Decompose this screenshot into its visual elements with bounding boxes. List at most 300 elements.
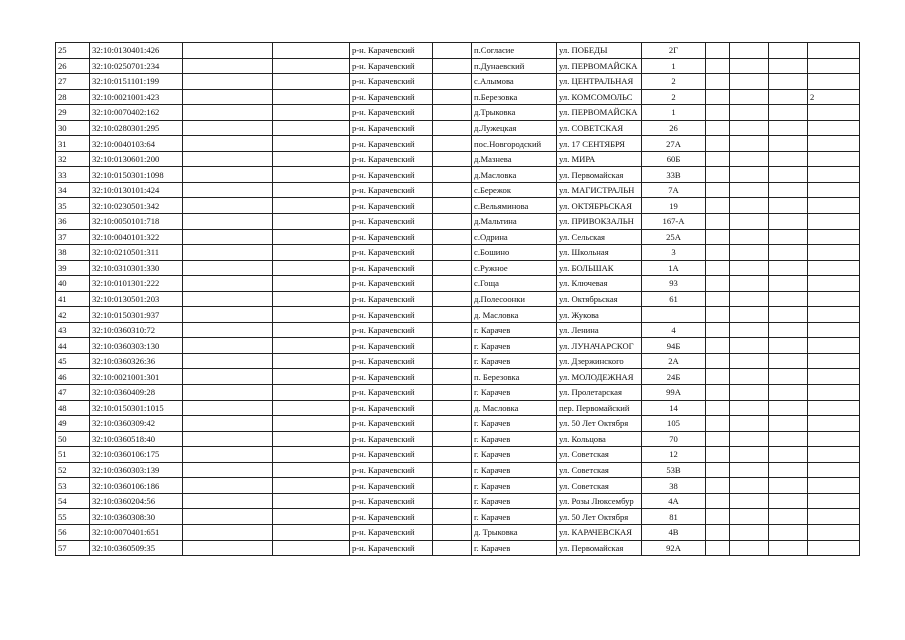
row-number-cell: 56: [56, 524, 90, 540]
empty-cell: [730, 291, 769, 307]
empty-cell: [769, 58, 808, 74]
locality-cell: г. Карачев: [472, 353, 557, 369]
district-cell: р-н. Карачевский: [350, 400, 433, 416]
cadastral-number-cell: 32:10:0360106:186: [90, 478, 183, 494]
house-number-cell: 2: [642, 74, 706, 90]
street-cell: ул. Советская: [557, 478, 642, 494]
locality-cell: пос.Новгородский: [472, 136, 557, 152]
empty-cell: [706, 338, 730, 354]
row-number-cell: 41: [56, 291, 90, 307]
empty-cell: [706, 524, 730, 540]
empty-cell: [706, 167, 730, 183]
extra-value-cell: [808, 478, 860, 494]
house-number-cell: 14: [642, 400, 706, 416]
street-cell: ул. 50 Лет Октября: [557, 416, 642, 432]
empty-cell: [273, 120, 350, 136]
extra-value-cell: [808, 229, 860, 245]
empty-cell: [730, 136, 769, 152]
empty-cell: [273, 524, 350, 540]
empty-cell: [183, 369, 273, 385]
extra-value-cell: [808, 400, 860, 416]
empty-cell: [730, 214, 769, 230]
locality-cell: г. Карачев: [472, 493, 557, 509]
empty-cell: [730, 478, 769, 494]
empty-cell: [706, 322, 730, 338]
row-number-cell: 29: [56, 105, 90, 121]
empty-cell: [730, 260, 769, 276]
street-cell: ул. МАГИСТРАЛЬН: [557, 182, 642, 198]
empty-cell: [433, 524, 472, 540]
house-number-cell: 24Б: [642, 369, 706, 385]
district-cell: р-н. Карачевский: [350, 478, 433, 494]
table-row: [56, 43, 860, 59]
empty-cell: [433, 229, 472, 245]
empty-cell: [273, 58, 350, 74]
house-number-cell: 1: [642, 105, 706, 121]
table-row: [56, 493, 860, 509]
empty-cell: [769, 198, 808, 214]
street-cell: ул. Ключевая: [557, 276, 642, 292]
empty-cell: [769, 524, 808, 540]
extra-value-cell: [808, 260, 860, 276]
row-number-cell: 34: [56, 182, 90, 198]
locality-cell: д. Трыковка: [472, 524, 557, 540]
extra-value-cell: [808, 540, 860, 556]
locality-cell: г. Карачев: [472, 478, 557, 494]
house-number-cell: 70: [642, 431, 706, 447]
cadastral-number-cell: 32:10:0360308:30: [90, 509, 183, 525]
street-cell: ул. ОКТЯБРЬСКАЯ: [557, 198, 642, 214]
cadastral-number-cell: 32:10:0130401:426: [90, 43, 183, 59]
empty-cell: [183, 245, 273, 261]
house-number-cell: 93: [642, 276, 706, 292]
row-number-cell: 37: [56, 229, 90, 245]
empty-cell: [706, 478, 730, 494]
empty-cell: [183, 353, 273, 369]
extra-value-cell: 2: [808, 89, 860, 105]
table-row: [56, 58, 860, 74]
table-row: [56, 291, 860, 307]
empty-cell: [273, 105, 350, 121]
empty-cell: [769, 89, 808, 105]
empty-cell: [433, 509, 472, 525]
cadastral-number-cell: 32:10:0280301:295: [90, 120, 183, 136]
extra-value-cell: [808, 105, 860, 121]
locality-cell: с.Бошино: [472, 245, 557, 261]
house-number-cell: 26: [642, 120, 706, 136]
cadastral-number-cell: 32:10:0360509:35: [90, 540, 183, 556]
empty-cell: [273, 74, 350, 90]
district-cell: р-н. Карачевский: [350, 307, 433, 323]
extra-value-cell: [808, 322, 860, 338]
empty-cell: [730, 229, 769, 245]
cadastral-number-cell: 32:10:0130501:203: [90, 291, 183, 307]
empty-cell: [433, 120, 472, 136]
cadastral-number-cell: 32:10:0040101:322: [90, 229, 183, 245]
empty-cell: [183, 493, 273, 509]
empty-cell: [183, 385, 273, 401]
extra-value-cell: [808, 276, 860, 292]
empty-cell: [769, 214, 808, 230]
empty-cell: [769, 338, 808, 354]
house-number-cell: 81: [642, 509, 706, 525]
table-row: [56, 89, 860, 105]
empty-cell: [273, 245, 350, 261]
empty-cell: [730, 524, 769, 540]
empty-cell: [706, 447, 730, 463]
extra-value-cell: [808, 120, 860, 136]
empty-cell: [706, 214, 730, 230]
empty-cell: [183, 182, 273, 198]
row-number-cell: 36: [56, 214, 90, 230]
table-row: [56, 105, 860, 121]
empty-cell: [769, 509, 808, 525]
table-row: [56, 462, 860, 478]
extra-value-cell: [808, 307, 860, 323]
empty-cell: [273, 431, 350, 447]
house-number-cell: 4: [642, 322, 706, 338]
locality-cell: г. Карачев: [472, 431, 557, 447]
empty-cell: [433, 151, 472, 167]
table-row: [56, 431, 860, 447]
empty-cell: [769, 182, 808, 198]
row-number-cell: 33: [56, 167, 90, 183]
street-cell: ул. ПРИВОКЗАЛЬН: [557, 214, 642, 230]
empty-cell: [730, 89, 769, 105]
locality-cell: п. Березовка: [472, 369, 557, 385]
locality-cell: г. Карачев: [472, 385, 557, 401]
empty-cell: [433, 478, 472, 494]
empty-cell: [769, 478, 808, 494]
district-cell: р-н. Карачевский: [350, 120, 433, 136]
table-row: [56, 245, 860, 261]
locality-cell: д.Полесоонки: [472, 291, 557, 307]
empty-cell: [730, 353, 769, 369]
locality-cell: д.Масловка: [472, 167, 557, 183]
empty-cell: [183, 120, 273, 136]
street-cell: ул. МОЛОДЕЖНАЯ: [557, 369, 642, 385]
empty-cell: [730, 245, 769, 261]
registry-table-body: [56, 43, 860, 556]
empty-cell: [433, 245, 472, 261]
empty-cell: [769, 229, 808, 245]
cadastral-number-cell: 32:10:0021001:301: [90, 369, 183, 385]
extra-value-cell: [808, 509, 860, 525]
row-number-cell: 28: [56, 89, 90, 105]
table-row: [56, 136, 860, 152]
empty-cell: [273, 353, 350, 369]
empty-cell: [433, 400, 472, 416]
row-number-cell: 43: [56, 322, 90, 338]
locality-cell: д. Масловка: [472, 307, 557, 323]
cadastral-number-cell: 32:10:0360409:28: [90, 385, 183, 401]
district-cell: р-н. Карачевский: [350, 151, 433, 167]
empty-cell: [183, 509, 273, 525]
extra-value-cell: [808, 43, 860, 59]
street-cell: ул. Жукова: [557, 307, 642, 323]
district-cell: р-н. Карачевский: [350, 509, 433, 525]
district-cell: р-н. Карачевский: [350, 214, 433, 230]
street-cell: ул. Дзержинского: [557, 353, 642, 369]
empty-cell: [730, 400, 769, 416]
cadastral-number-cell: 32:10:0021001:423: [90, 89, 183, 105]
street-cell: ул. КОМСОМОЛЬС: [557, 89, 642, 105]
row-number-cell: 54: [56, 493, 90, 509]
cadastral-number-cell: 32:10:0210501:311: [90, 245, 183, 261]
locality-cell: г. Карачев: [472, 338, 557, 354]
empty-cell: [706, 260, 730, 276]
district-cell: р-н. Карачевский: [350, 182, 433, 198]
empty-cell: [433, 431, 472, 447]
locality-cell: с.Алымова: [472, 74, 557, 90]
empty-cell: [769, 322, 808, 338]
empty-cell: [769, 369, 808, 385]
empty-cell: [183, 400, 273, 416]
house-number-cell: 94Б: [642, 338, 706, 354]
house-number-cell: 4А: [642, 493, 706, 509]
street-cell: ул. Советская: [557, 447, 642, 463]
locality-cell: д.Трыковка: [472, 105, 557, 121]
district-cell: р-н. Карачевский: [350, 524, 433, 540]
district-cell: р-н. Карачевский: [350, 198, 433, 214]
district-cell: р-н. Карачевский: [350, 245, 433, 261]
row-number-cell: 53: [56, 478, 90, 494]
empty-cell: [273, 43, 350, 59]
house-number-cell: 92А: [642, 540, 706, 556]
empty-cell: [730, 369, 769, 385]
table-row: [56, 74, 860, 90]
district-cell: р-н. Карачевский: [350, 462, 433, 478]
empty-cell: [433, 291, 472, 307]
table-row: [56, 353, 860, 369]
empty-cell: [769, 307, 808, 323]
district-cell: р-н. Карачевский: [350, 322, 433, 338]
empty-cell: [273, 369, 350, 385]
empty-cell: [730, 540, 769, 556]
row-number-cell: 25: [56, 43, 90, 59]
cadastral-number-cell: 32:10:0151101:199: [90, 74, 183, 90]
empty-cell: [433, 58, 472, 74]
street-cell: ул. БОЛЬШАК: [557, 260, 642, 276]
empty-cell: [706, 276, 730, 292]
empty-cell: [273, 385, 350, 401]
extra-value-cell: [808, 431, 860, 447]
locality-cell: п.Березовка: [472, 89, 557, 105]
empty-cell: [706, 120, 730, 136]
empty-cell: [730, 182, 769, 198]
empty-cell: [273, 307, 350, 323]
house-number-cell: 33В: [642, 167, 706, 183]
district-cell: р-н. Карачевский: [350, 89, 433, 105]
empty-cell: [706, 291, 730, 307]
district-cell: р-н. Карачевский: [350, 74, 433, 90]
extra-value-cell: [808, 353, 860, 369]
locality-cell: с.Вельяминова: [472, 198, 557, 214]
empty-cell: [706, 136, 730, 152]
street-cell: ул. Первомайская: [557, 540, 642, 556]
empty-cell: [706, 74, 730, 90]
empty-cell: [433, 462, 472, 478]
empty-cell: [769, 43, 808, 59]
empty-cell: [433, 89, 472, 105]
empty-cell: [433, 385, 472, 401]
street-cell: ул. ПОБЕДЫ: [557, 43, 642, 59]
empty-cell: [433, 182, 472, 198]
cadastral-number-cell: 32:10:0070402:162: [90, 105, 183, 121]
row-number-cell: 47: [56, 385, 90, 401]
house-number-cell: 4В: [642, 524, 706, 540]
locality-cell: д.Лужецкая: [472, 120, 557, 136]
house-number-cell: 2: [642, 89, 706, 105]
table-row: [56, 198, 860, 214]
district-cell: р-н. Карачевский: [350, 447, 433, 463]
row-number-cell: 46: [56, 369, 90, 385]
house-number-cell: 2А: [642, 353, 706, 369]
district-cell: р-н. Карачевский: [350, 369, 433, 385]
row-number-cell: 27: [56, 74, 90, 90]
empty-cell: [730, 43, 769, 59]
empty-cell: [183, 524, 273, 540]
empty-cell: [273, 136, 350, 152]
empty-cell: [706, 385, 730, 401]
street-cell: ул. ПЕРВОМАЙСКА: [557, 58, 642, 74]
district-cell: р-н. Карачевский: [350, 43, 433, 59]
extra-value-cell: [808, 524, 860, 540]
empty-cell: [183, 151, 273, 167]
extra-value-cell: [808, 58, 860, 74]
empty-cell: [769, 353, 808, 369]
street-cell: ул. СОВЕТСКАЯ: [557, 120, 642, 136]
table-row: [56, 260, 860, 276]
row-number-cell: 35: [56, 198, 90, 214]
cadastral-number-cell: 32:10:0070401:651: [90, 524, 183, 540]
empty-cell: [183, 136, 273, 152]
empty-cell: [730, 198, 769, 214]
locality-cell: с.Гоща: [472, 276, 557, 292]
empty-cell: [183, 214, 273, 230]
locality-cell: г. Карачев: [472, 540, 557, 556]
empty-cell: [706, 43, 730, 59]
empty-cell: [183, 338, 273, 354]
house-number-cell: 7А: [642, 182, 706, 198]
locality-cell: г. Карачев: [472, 509, 557, 525]
district-cell: р-н. Карачевский: [350, 493, 433, 509]
empty-cell: [769, 462, 808, 478]
house-number-cell: 99А: [642, 385, 706, 401]
empty-cell: [769, 400, 808, 416]
row-number-cell: 30: [56, 120, 90, 136]
empty-cell: [273, 214, 350, 230]
locality-cell: г. Карачев: [472, 322, 557, 338]
empty-cell: [706, 493, 730, 509]
empty-cell: [273, 509, 350, 525]
cadastral-number-cell: 32:10:0360326:36: [90, 353, 183, 369]
empty-cell: [183, 462, 273, 478]
locality-cell: п.Согласие: [472, 43, 557, 59]
table-row: [56, 322, 860, 338]
empty-cell: [433, 322, 472, 338]
empty-cell: [183, 478, 273, 494]
house-number-cell: [642, 307, 706, 323]
extra-value-cell: [808, 493, 860, 509]
cadastral-number-cell: 32:10:0150301:1015: [90, 400, 183, 416]
district-cell: р-н. Карачевский: [350, 385, 433, 401]
street-cell: ул. Сельская: [557, 229, 642, 245]
locality-cell: с.Ружное: [472, 260, 557, 276]
street-cell: ул. ЛУНАЧАРСКОГ: [557, 338, 642, 354]
empty-cell: [183, 74, 273, 90]
locality-cell: п.Дунаевский: [472, 58, 557, 74]
street-cell: ул. 17 СЕНТЯБРЯ: [557, 136, 642, 152]
cadastral-number-cell: 32:10:0360204:56: [90, 493, 183, 509]
row-number-cell: 57: [56, 540, 90, 556]
table-row: [56, 120, 860, 136]
empty-cell: [273, 447, 350, 463]
street-cell: ул. Ленина: [557, 322, 642, 338]
empty-cell: [730, 493, 769, 509]
empty-cell: [183, 105, 273, 121]
row-number-cell: 45: [56, 353, 90, 369]
row-number-cell: 31: [56, 136, 90, 152]
empty-cell: [183, 167, 273, 183]
cadastral-number-cell: 32:10:0150301:937: [90, 307, 183, 323]
district-cell: р-н. Карачевский: [350, 260, 433, 276]
empty-cell: [730, 58, 769, 74]
empty-cell: [769, 120, 808, 136]
table-row: [56, 229, 860, 245]
empty-cell: [730, 431, 769, 447]
district-cell: р-н. Карачевский: [350, 416, 433, 432]
empty-cell: [433, 43, 472, 59]
locality-cell: д. Масловка: [472, 400, 557, 416]
table-row: [56, 167, 860, 183]
empty-cell: [730, 167, 769, 183]
empty-cell: [706, 509, 730, 525]
cadastral-number-cell: 32:10:0360303:139: [90, 462, 183, 478]
empty-cell: [706, 58, 730, 74]
row-number-cell: 42: [56, 307, 90, 323]
row-number-cell: 26: [56, 58, 90, 74]
cadastral-number-cell: 32:10:0150301:1098: [90, 167, 183, 183]
empty-cell: [769, 260, 808, 276]
table-row: [56, 509, 860, 525]
registry-table: [55, 42, 860, 556]
row-number-cell: 39: [56, 260, 90, 276]
cadastral-number-cell: 32:10:0130601:200: [90, 151, 183, 167]
table-row: [56, 385, 860, 401]
empty-cell: [183, 291, 273, 307]
empty-cell: [730, 338, 769, 354]
empty-cell: [433, 307, 472, 323]
empty-cell: [769, 74, 808, 90]
empty-cell: [273, 462, 350, 478]
empty-cell: [183, 276, 273, 292]
empty-cell: [273, 167, 350, 183]
empty-cell: [769, 245, 808, 261]
empty-cell: [273, 478, 350, 494]
cadastral-number-cell: 32:10:0360303:130: [90, 338, 183, 354]
extra-value-cell: [808, 245, 860, 261]
empty-cell: [273, 322, 350, 338]
empty-cell: [730, 385, 769, 401]
empty-cell: [273, 540, 350, 556]
empty-cell: [706, 353, 730, 369]
extra-value-cell: [808, 338, 860, 354]
street-cell: ул. Школьная: [557, 245, 642, 261]
empty-cell: [769, 493, 808, 509]
row-number-cell: 40: [56, 276, 90, 292]
empty-cell: [769, 105, 808, 121]
